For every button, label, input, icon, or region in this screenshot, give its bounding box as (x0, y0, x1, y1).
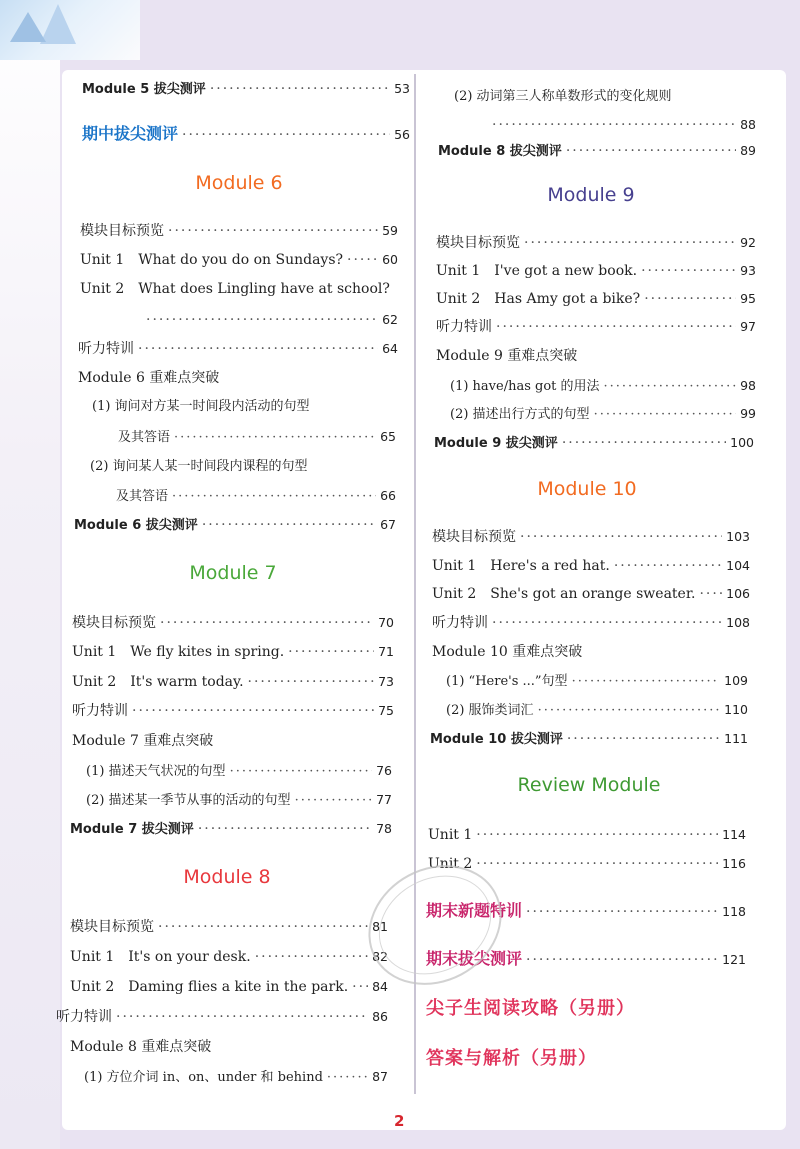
leader-dots (182, 126, 390, 144)
toc-entry[interactable] (436, 290, 756, 308)
page-ref: 95 (740, 291, 756, 306)
leader-dots (138, 340, 378, 358)
toc-entry-final-test[interactable] (426, 950, 746, 969)
entry-label: 听力特训 (78, 341, 134, 357)
leader-dots (492, 614, 722, 632)
toc-entry[interactable]: Module 6 重难点突破 (78, 370, 220, 386)
page-ref: 89 (740, 143, 756, 158)
toc-entry[interactable] (70, 820, 392, 839)
page-gutter (0, 0, 60, 1149)
leader-dots (567, 730, 720, 748)
entry-label: (1) 方位介词 in、on、under 和 behind (84, 1070, 323, 1085)
entry-label: 听力特训 (56, 1009, 112, 1025)
mountain-peak-icon (10, 12, 46, 42)
leader-dots (352, 978, 368, 996)
leader-dots (288, 643, 374, 661)
leader-dots (572, 673, 721, 691)
page-ref: 84 (372, 979, 388, 994)
page-ref: 116 (722, 856, 746, 871)
toc-entry-reading[interactable] (426, 1000, 635, 1019)
toc-entry[interactable] (432, 585, 750, 603)
leader-dots (594, 406, 737, 424)
toc-entry[interactable] (78, 340, 398, 358)
toc-entry[interactable] (72, 614, 394, 632)
page-ref: 70 (378, 615, 394, 630)
entry-label: 模块目标预览 (70, 919, 154, 935)
entry-label: Module 6 拔尖测评 (74, 518, 198, 533)
toc-entry-answers[interactable] (426, 1050, 597, 1069)
leader-dots (604, 378, 737, 396)
leader-dots (699, 585, 722, 603)
module-heading: Module 10 (537, 478, 637, 500)
page-ref: 92 (740, 235, 756, 250)
page-ref: 103 (726, 529, 750, 544)
toc-entry[interactable] (72, 702, 394, 720)
leader-dots (116, 1008, 368, 1026)
leader-dots (347, 251, 378, 269)
toc-entry-cont[interactable] (118, 428, 396, 447)
toc-entry[interactable] (434, 434, 754, 453)
leader-dots (160, 614, 374, 632)
page-ref: 100 (730, 435, 754, 450)
page-ref: 88 (740, 117, 756, 132)
leader-dots (168, 222, 378, 240)
leader-dots (524, 234, 736, 252)
entry-label: 尖子生阅读攻略（另册） (426, 998, 635, 1019)
leader-dots (538, 702, 721, 720)
entry-label: 听力特训 (436, 319, 492, 335)
toc-entry[interactable] (56, 1008, 388, 1026)
toc-entry[interactable] (428, 826, 746, 844)
page-ref: 86 (372, 1009, 388, 1024)
toc-entry[interactable]: (1) 询问对方某一时间段内活动的句型 (92, 399, 310, 414)
page-ref: 104 (726, 558, 750, 573)
toc-entry[interactable] (446, 672, 748, 691)
toc-entry[interactable] (446, 701, 748, 720)
module-heading: Module 6 (195, 172, 283, 194)
toc-entry-midterm[interactable] (82, 125, 410, 144)
leader-dots (255, 948, 368, 966)
leader-dots (476, 855, 718, 873)
leader-dots (248, 673, 375, 691)
toc-entry[interactable] (70, 948, 388, 966)
toc-entry[interactable]: Module 7 重难点突破 (72, 733, 214, 749)
page-ref: 111 (724, 731, 748, 746)
toc-entry-cont[interactable] (488, 116, 756, 134)
leader-dots (327, 1069, 368, 1087)
entry-label: (2) 服饰类词汇 (446, 703, 534, 718)
leader-dots (496, 318, 736, 336)
toc-entry[interactable] (70, 978, 388, 996)
entry-label: 模块目标预览 (72, 615, 156, 631)
leader-dots (132, 702, 374, 720)
page-ref: 75 (378, 703, 394, 718)
entry-label: (1) 描述天气状况的句型 (86, 764, 226, 779)
page-ref: 114 (722, 827, 746, 842)
toc-entry[interactable] (86, 791, 392, 810)
toc-entry[interactable] (432, 614, 750, 632)
entry-label: 听力特训 (72, 703, 128, 719)
page-ref: 60 (382, 252, 398, 267)
toc-entry[interactable] (436, 318, 756, 336)
toc-entry[interactable] (72, 673, 394, 691)
entry-label: Unit 2 It's warm today. (72, 674, 244, 690)
toc-entry[interactable] (436, 262, 756, 280)
leader-dots (476, 826, 718, 844)
toc-entry-cont[interactable] (116, 487, 396, 506)
page-ref: 87 (372, 1069, 388, 1084)
toc-entry[interactable]: Module 9 重难点突破 (436, 348, 578, 364)
toc-entry[interactable] (450, 405, 756, 424)
page-ref: 108 (726, 615, 750, 630)
page-ref: 67 (380, 517, 396, 532)
entry-label: Module 10 拔尖测评 (430, 732, 563, 747)
entry-label: Unit 2 Has Amy got a bike? (436, 291, 641, 307)
page-ref: 93 (740, 263, 756, 278)
column-divider (414, 74, 416, 1094)
page-ref: 118 (722, 904, 746, 919)
page-ref: 109 (724, 673, 748, 688)
entry-label: 听力特训 (432, 615, 488, 631)
entry-label: Unit 1 It's on your desk. (70, 949, 251, 965)
toc-entry[interactable] (436, 234, 756, 252)
page-ref: 78 (376, 821, 392, 836)
leader-dots (198, 820, 372, 838)
entry-label: Unit 1 Here's a red hat. (432, 558, 610, 574)
leader-dots (158, 918, 368, 936)
entry-label: Unit 2 Daming flies a kite in the park. (70, 979, 349, 995)
toc-entry[interactable] (72, 643, 394, 661)
toc-entry[interactable] (438, 142, 756, 161)
page-ref: 106 (726, 586, 750, 601)
leader-dots (614, 557, 722, 575)
entry-label: 模块目标预览 (436, 235, 520, 251)
toc-entry[interactable] (84, 1068, 388, 1087)
page-ref: 73 (378, 674, 394, 689)
toc-entry[interactable] (82, 80, 410, 99)
page-ref: 64 (382, 341, 398, 356)
toc-entry[interactable]: Unit 2 What does Lingling have at school? (80, 281, 390, 297)
page-ref: 62 (382, 312, 398, 327)
entry-label: Unit 1 What do you do on Sundays? (80, 252, 344, 268)
toc-entry[interactable]: Module 8 重难点突破 (70, 1039, 212, 1055)
toc-entry[interactable] (430, 730, 748, 749)
entry-label: (1) “Here's ...”句型 (446, 674, 568, 689)
entry-label: 期中拔尖测评 (82, 124, 179, 143)
page-ref: 56 (394, 127, 410, 142)
leader-dots (172, 488, 376, 506)
page-ref: 110 (724, 702, 748, 717)
toc-entry-final-new[interactable] (426, 902, 746, 921)
leader-dots (202, 516, 376, 534)
page-ref: 81 (372, 919, 388, 934)
entry-label: 期末新题特训 (426, 901, 523, 920)
entry-label: Unit 1 We fly kites in spring. (72, 644, 285, 660)
toc-entry[interactable] (70, 918, 388, 936)
toc-entry[interactable] (432, 528, 750, 546)
toc-entry[interactable] (80, 251, 398, 269)
toc-entry[interactable] (74, 516, 396, 535)
entry-label: 及其答语 (118, 430, 171, 445)
entry-label: Module 5 拔尖测评 (82, 82, 206, 97)
page-ref: 71 (378, 644, 394, 659)
leader-dots (295, 792, 373, 810)
page-ref: 65 (380, 429, 396, 444)
leader-dots (146, 311, 378, 329)
toc-entry[interactable] (428, 855, 746, 873)
corner-illustration (0, 0, 140, 60)
entry-label: (2) 描述出行方式的句型 (450, 407, 590, 422)
toc-entry[interactable] (86, 762, 392, 781)
leader-dots (210, 80, 390, 98)
entry-label: Module 7 拔尖测评 (70, 822, 194, 837)
page-ref: 97 (740, 319, 756, 334)
page-ref: 82 (372, 949, 388, 964)
leader-dots (644, 290, 736, 308)
leader-dots (520, 528, 722, 546)
leader-dots (230, 763, 373, 781)
toc-entry[interactable] (432, 557, 750, 575)
toc-entry-cont[interactable] (142, 311, 398, 329)
entry-label: 模块目标预览 (432, 529, 516, 545)
toc-entry[interactable] (80, 222, 398, 240)
module-heading: Module 8 (183, 866, 271, 888)
entry-label: 期末拔尖测评 (426, 949, 523, 968)
entry-label: Unit 1 (428, 827, 473, 843)
entry-label: (1) have/has got 的用法 (450, 379, 600, 394)
page-ref: 121 (722, 952, 746, 967)
module-heading: Review Module (517, 774, 661, 796)
entry-label: Unit 2 (428, 856, 473, 872)
toc-entry[interactable]: (2) 询问某人某一时间段内课程的句型 (90, 459, 308, 474)
leader-dots (641, 262, 736, 280)
page-ref: 99 (740, 406, 756, 421)
module-heading: Module 9 (547, 184, 635, 206)
entry-label: 及其答语 (116, 489, 169, 504)
leader-dots (526, 903, 718, 921)
leader-dots (566, 142, 736, 160)
toc-entry[interactable] (450, 377, 756, 396)
entry-label: Module 8 拔尖测评 (438, 144, 562, 159)
page-number: 2 (394, 1112, 405, 1130)
toc-entry[interactable]: Module 10 重难点突破 (432, 644, 583, 660)
leader-dots (562, 434, 726, 452)
entry-label: (2) 描述某一季节从事的活动的句型 (86, 793, 291, 808)
page-ref: 76 (376, 763, 392, 778)
page-ref: 77 (376, 792, 392, 807)
leader-dots (492, 116, 736, 134)
module-heading: Module 7 (189, 562, 277, 584)
page-ref: 98 (740, 378, 756, 393)
entry-label: Unit 1 I've got a new book. (436, 263, 638, 279)
page-ref: 53 (394, 81, 410, 96)
page-ref: 59 (382, 223, 398, 238)
entry-label: 模块目标预览 (80, 223, 164, 239)
page-ref: 66 (380, 488, 396, 503)
toc-entry[interactable]: (2) 动词第三人称单数形式的变化规则 (454, 89, 672, 104)
entry-label: Module 9 拔尖测评 (434, 436, 558, 451)
entry-label: 答案与解析（另册） (426, 1048, 597, 1069)
entry-label: Unit 2 She's got an orange sweater. (432, 586, 696, 602)
leader-dots (174, 429, 376, 447)
leader-dots (526, 951, 718, 969)
